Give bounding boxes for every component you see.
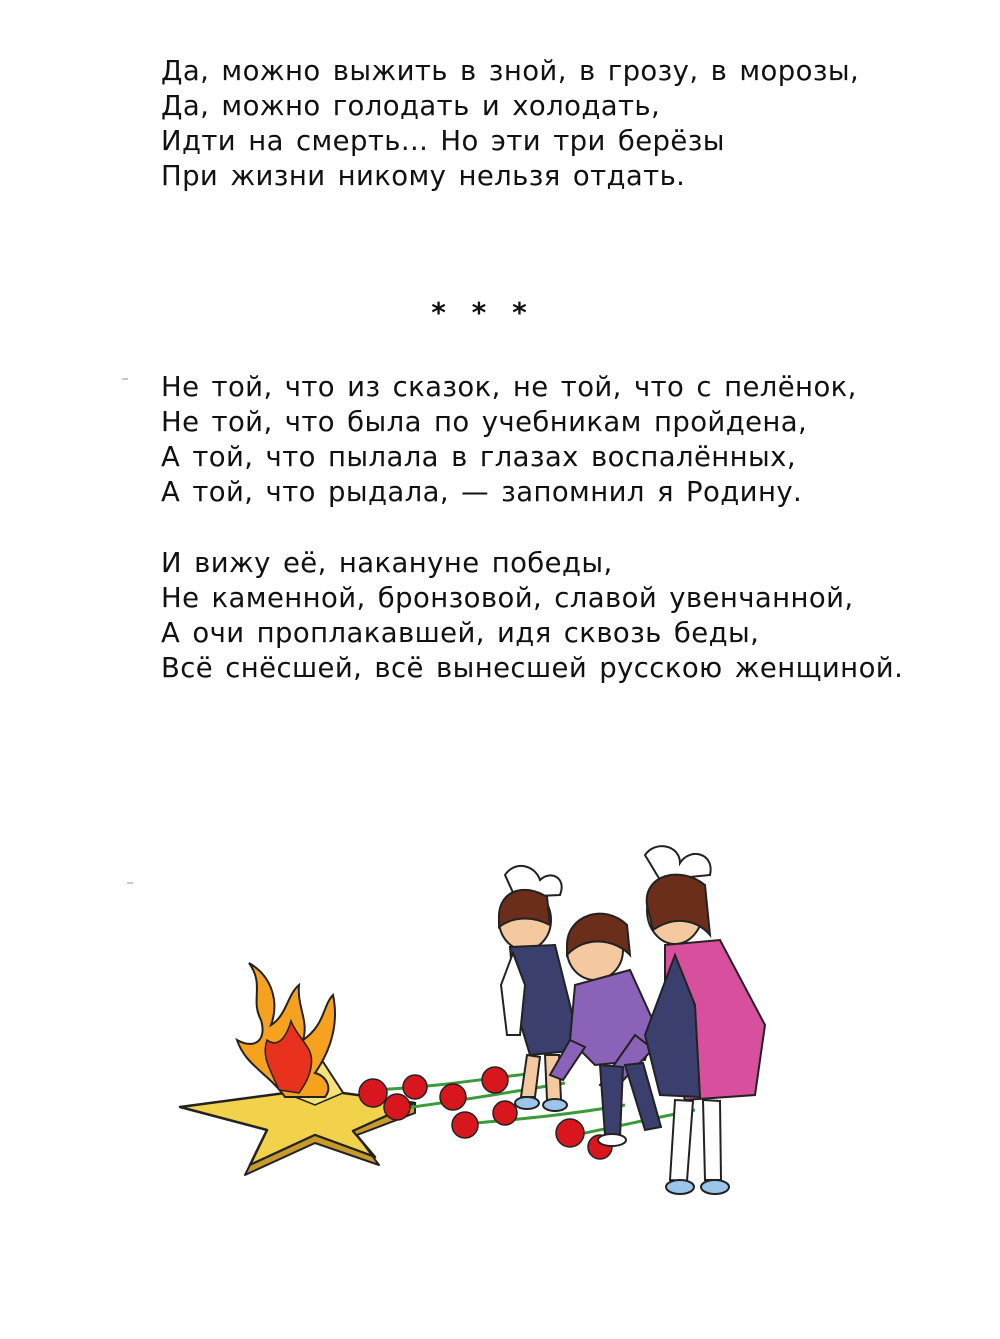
stanza-third — [161, 546, 903, 686]
print-speck — [122, 378, 128, 380]
stanza-second — [161, 370, 857, 510]
girl-right-figure — [645, 846, 765, 1194]
poem-line: Да, можно выжить в зной, в грозу, в морозы, — [161, 55, 860, 87]
print-speck — [127, 882, 133, 884]
section-separator: * * * — [431, 296, 535, 329]
poem-line: И вижу её, накануне победы, — [161, 547, 613, 579]
eternal-flame-illustration — [175, 835, 795, 1220]
poem-line: Да, можно голодать и холодать, — [161, 90, 661, 122]
stanza-first — [161, 54, 859, 194]
poem-line: А той, что рыдала, — запомнил я Родину. — [161, 476, 803, 508]
poem-line: При жизни никому нельзя отдать. — [161, 160, 686, 192]
poem-line: А очи проплакавшей, идя сквозь беды, — [161, 617, 760, 649]
poem-line: Не той, что из сказок, не той, что с пелёнок, — [161, 371, 857, 403]
poem-line: А той, что пылала в глазах воспалённых, — [161, 441, 796, 473]
poem-line: Не той, что была по учебникам пройдена, — [161, 406, 808, 438]
poem-line: Не каменной, бронзовой, славой увенчанной, — [161, 582, 854, 614]
flame-icon — [237, 963, 335, 1097]
poem-line: Идти на смерть... Но эти три берёзы — [161, 125, 725, 157]
poem-line: Всё снёсшей, всё вынесшей русскою женщиной. — [161, 652, 904, 684]
